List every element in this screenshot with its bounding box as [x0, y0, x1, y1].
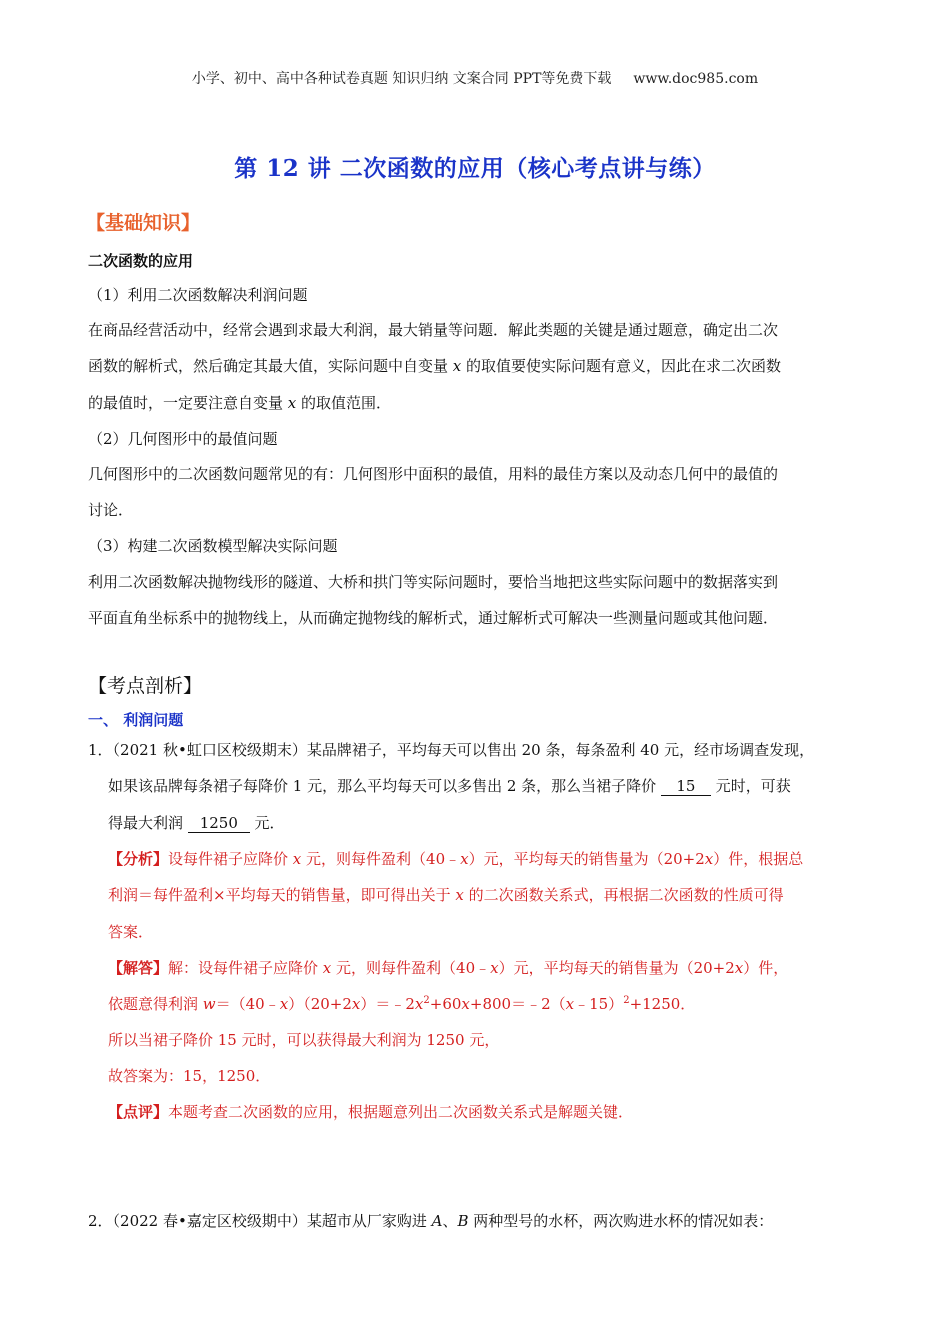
- q1-number: 1．: [88, 741, 113, 759]
- q1-solution-line1: 【解答】解：设每件裙子应降价 x 元，则每件盈利（40﹣x）元，平均每天的销售量为（20+2x）件，: [108, 959, 789, 977]
- q1-solution-line3: 所以当裙子降价 15 元时，可以获得最大利润为 1250 元，: [108, 1031, 500, 1049]
- q1-line3: 得最大利润 1250 元．: [108, 814, 285, 832]
- analysis-tag: 【分析】: [108, 850, 169, 868]
- q1-line2: 如果该品牌每条裙子每降价 1 元，那么平均每天可以多售出 2 条，那么当裙子降价 15 元时，可获: [108, 777, 791, 795]
- q1-answer-blank-1: 15: [661, 777, 711, 796]
- q1-analysis-line2: 利润＝每件盈利×平均每天的销售量，即可得出关于 x 的二次函数关系式，再根据二次函数的性质可得: [108, 886, 784, 904]
- profit-problem-heading: 一、 利润问题: [88, 711, 184, 729]
- q2-line1: 2．（2022 春•嘉定区校级期中）某超市从厂家购进 A、B 两种型号的水杯，两次购进水杯的情况如表：: [88, 1212, 774, 1230]
- lecture-title: 第 12 讲 二次函数的应用（核心考点讲与练）: [234, 155, 716, 182]
- q1-analysis-line3: 答案．: [108, 923, 154, 941]
- point2-line1: 几何图形中的二次函数问题常见的有：几何图形中面积的最值，用料的最佳方案以及动态几何中的最值的: [88, 465, 779, 483]
- q1-analysis-line1: 【分析】设每件裙子应降价 x 元，则每件盈利（40﹣x）元，平均每天的销售量为（20+2x）件，根据总: [108, 850, 804, 868]
- q1-comment: 【点评】本题考查二次函数的应用，根据题意列出二次函数关系式是解题关键．: [108, 1103, 634, 1121]
- point1-line1: 在商品经营活动中，经常会遇到求最大利润，最大销量等问题．解此类题的关键是通过题意，确定出二次: [88, 321, 779, 339]
- point1-line2: 函数的解析式，然后确定其最大值，实际问题中自变量 x 的取值要使实际问题有意义，因此在求二次函数: [88, 357, 782, 375]
- basic-knowledge-heading: 【基础知识】: [86, 212, 201, 234]
- point1-title: （1）利用二次函数解决利润问题: [88, 286, 308, 304]
- point2-title: （2）几何图形中的最值问题: [88, 430, 278, 448]
- point2-line2: 讨论．: [88, 501, 134, 519]
- point1-line3: 的最值时，一定要注意自变量 x 的取值范围．: [88, 394, 392, 412]
- point3-title: （3）构建二次函数模型解决实际问题: [88, 537, 338, 555]
- point3-line2: 平面直角坐标系中的抛物线上，从而确定抛物线的解析式，通过解析式可解决一些测量问题或其他问题．: [88, 609, 779, 627]
- q1-solution-line2: 依题意得利润 $w=(40﹣x)(20+2x)=﹣2x^2+60x+800=﹣2(x﹣15)^2+1250$．: [108, 995, 696, 1013]
- page-header: [0, 68, 950, 88]
- q1-answer-blank-2: 1250: [188, 814, 250, 833]
- header-site: www.doc985.com: [633, 71, 759, 87]
- analysis-heading: 【考点剖析】: [88, 675, 203, 697]
- solution-tag: 【解答】: [108, 959, 169, 977]
- q1-line1: 1．（2021 秋•虹口区校级期末）某品牌裙子，平均每天可以售出 20 条，每条盈利 40 元，经市场调查发现，: [88, 741, 815, 759]
- point3-line1: 利用二次函数解决抛物线形的隧道、大桥和拱门等实际问题时，要恰当地把这些实际问题中的数据落实到: [88, 573, 779, 591]
- q2-number: 2．: [88, 1212, 113, 1230]
- basic-subheading: 二次函数的应用: [88, 252, 194, 270]
- header-text: 小学、初中、高中各种试卷真题 知识归纳 文案合同 PPT等免费下载: [191, 71, 612, 87]
- q1-solution-line4: 故答案为：15，1250．: [108, 1067, 271, 1085]
- comment-tag: 【点评】: [108, 1103, 169, 1121]
